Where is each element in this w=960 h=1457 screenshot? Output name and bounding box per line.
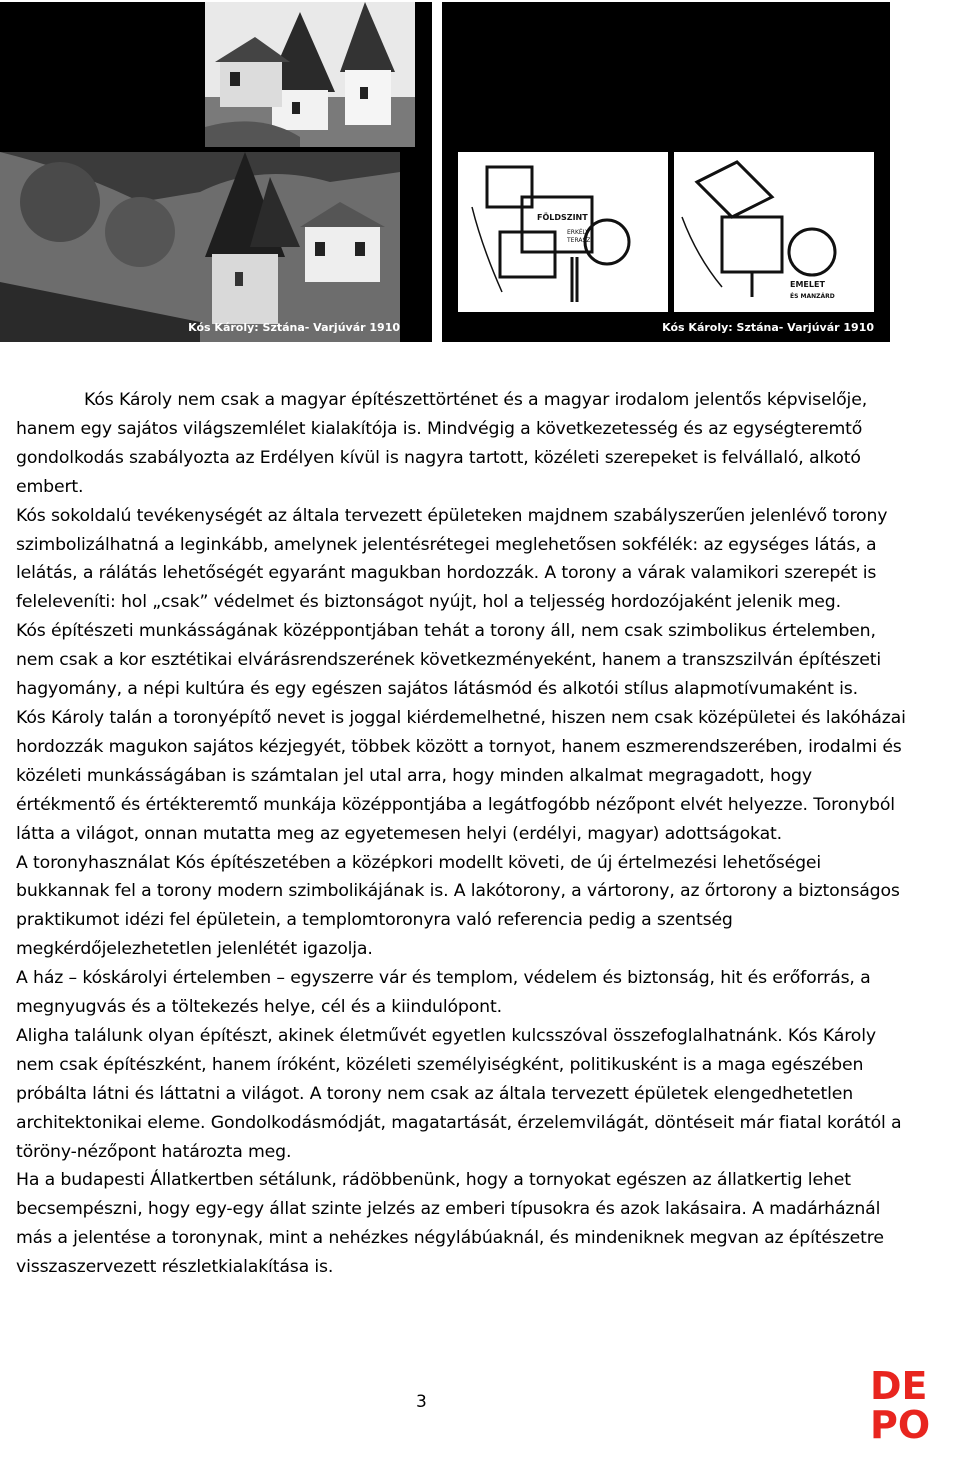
article-body [16,386,906,1282]
plan-label-room1: ERKÉLY [567,229,589,236]
castle-photo-icon [0,2,432,342]
left-image-caption: Kós Károly: Sztána- Varjúvár 1910 [188,321,400,334]
depo-logo [866,1364,946,1444]
logo-line-2: PO [870,1403,931,1444]
depo-logo-icon [866,1364,946,1444]
paragraph-1: Kós Károly nem csak a magyar építészettörténet és a magyar irodalom jelentős képviselője, hanem egy sajátos világszemlélet kialakítója is. Mindvégig a következetesség és az egységteremtő gondolkodás szabályozta az Erdélyen kívül is nagyra tartott, közéleti szerepeket is felvállaló, alkotó embert. [16,390,868,497]
plan-label-room2: TERASZ [567,237,591,244]
paragraph-5: A toronyhasználat Kós építészetében a középkori modellt követi, de új értelmezési lehetőségei bukkannak fel a torony modern szimbolikájának is. A lakótorony, a vártorony, az őrtorony a biztonságos praktikumot idézi fel épületein, a templomtoronyra való referencia pedig a szentség megkérdőjelezhetetlen jelenlétét igazolja. [16,852,900,960]
paragraph-4: Kós Károly talán a toronyépítő nevet is joggal kiérdemelhetné, hiszen nem csak középületei és lakóházai hordozzák magukon sajátos kézjegyét, többek között a tornyot, hanem eszmerendszerében, irodalmi és közéleti munkásságában is számtalan jel utal arra, hogy minden alkalmat megragadott, hogy értékmentő és értékteremtő munkája középpontjába a legátfogóbb nézőpont elvét helyezze. Toronyból látta a világot, onnan mutatta meg az egyetemesen helyi (erdélyi, magyar) adottságokat. [16,707,906,844]
plan-label-ground: FÖLDSZINT [537,213,588,222]
paragraph-3: Kós építészeti munkásságának középpontjában tehát a torony áll, nem csak szimbolikus értelemben, nem csak a kor esztétikai elvárásrendszerének következményeként, hanem a transzszilván építészeti hagyomány, a népi kultúra és egy egészen sajátos látásmód és alkotói stílus alapmotívumaként is. [16,621,882,700]
paragraph-7: Aligha találunk olyan építészt, akinek életművét egyetlen kulcsszóval összefoglalhatnánk. Kós Károly nem csak építészként, hanem íróként, közéleti személyiségként, politikusként is a maga egészében próbálta látni és láttatni a világot. A torony nem csak az általa tervezett épületek elengedhetetlen architektonikai eleme. Gondolkodásmódját, magatartását, érzelemvilágát, döntéseit már fiatal korától a töröny-nézőpont határozta meg. [16,1025,902,1162]
paragraph-2: Kós sokoldalú tevékenységét az általa tervezett épületeken majdnem szabályszerűen jelenlévő torony szimbolizálhatná a leginkább, amelynek jelentésrétegei meglehetősen sokfélék: az egységes látás, a lelátás, a rálátás lehetőségét egyaránt magukban hordozzák. A torony a várak valamikori szerepét is feleleveníti: hol „csak” védelmet és biztonságot nyújt, hol a teljesség hordozójaként jelenik meg. [16,505,888,613]
upper-photo [205,2,415,147]
floor-plan-icon [442,2,890,342]
plan-label-upper-sub: ÉS MANZÁRD [790,293,835,300]
logo-line-1: DE [870,1364,928,1408]
page-number: 3 [416,1392,427,1412]
plan-label-upper: EMELET [790,280,825,289]
right-image-caption: Kós Károly: Sztána- Varjúvár 1910 [662,321,874,334]
paragraph-8: Ha a budapesti Állatkertben sétálunk, rádöbbenünk, hogy a tornyokat egészen az állatkertig lehet becsempészni, hogy egy-egy állat szinte jelzés az emberi típusokra és azok lakásaira. A madárháznál más a jelentése a toronynak, mint a nehézkes négylábúaknál, és mindeniknek megvan az építészetre visszaszervezett részletkialakítása is. [16,1170,884,1278]
paragraph-6: A ház – kóskárolyi értelemben – egyszerre vár és templom, védelem és biztonság, hit és erőforrás, a megnyugvás és a töltekezés helye, cél és a kiindulópont. [16,968,871,1018]
floor-plan-panel [442,2,890,342]
castle-photo-panel [0,2,432,342]
lower-photo [0,152,400,342]
